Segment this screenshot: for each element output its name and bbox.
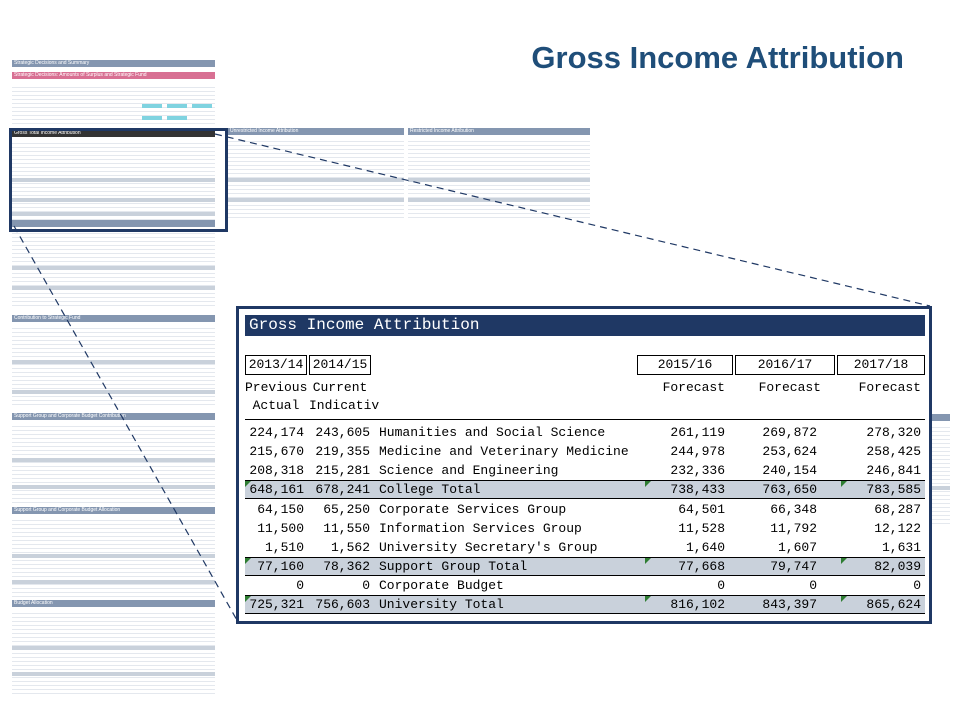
row-value: 261,119: [670, 425, 725, 440]
row-value: 224,174: [249, 425, 304, 440]
row-label: Information Services Group: [379, 521, 582, 536]
row-value: 77,160: [257, 559, 304, 574]
mini-section-3: Contribution to Strategic Fund: [12, 315, 215, 322]
row-value: 0: [362, 578, 370, 593]
slide-title: Gross Income Attribution: [531, 40, 904, 75]
table-row: [245, 557, 925, 576]
table-row: [245, 595, 925, 614]
comment-marker-icon: [245, 596, 251, 602]
row-label: Corporate Budget: [379, 578, 504, 593]
year-2017-18: 2017/18: [837, 355, 925, 375]
row-value: 253,624: [762, 444, 817, 459]
row-label: Humanities and Social Science: [379, 425, 606, 440]
row-value: 215,670: [249, 444, 304, 459]
row-label: University Total: [379, 597, 504, 612]
mini-unrestricted-title: Unrestricted Income Attribution: [228, 128, 404, 135]
row-label: Science and Engineering: [379, 463, 559, 478]
comment-marker-icon: [645, 481, 651, 487]
row-value: 725,321: [249, 597, 304, 612]
row-value: 783,585: [866, 482, 921, 497]
row-value: 77,668: [678, 559, 725, 574]
row-value: 278,320: [866, 425, 921, 440]
row-value: 763,650: [762, 482, 817, 497]
row-label: Corporate Services Group: [379, 502, 567, 517]
row-value: 258,425: [866, 444, 921, 459]
zoom-panel: [236, 306, 932, 624]
table-row: [245, 480, 925, 499]
mini-college-title: Gross Total Income Attribution: [12, 130, 215, 137]
comment-marker-icon: [245, 481, 251, 487]
row-value: 215,281: [315, 463, 370, 478]
mini-restricted-title: Restricted Income Attribution: [408, 128, 590, 135]
row-value: 1,510: [264, 540, 304, 555]
row-value: 243,605: [315, 425, 370, 440]
year-2013-14: 2013/14: [245, 355, 307, 375]
row-value: 0: [913, 578, 921, 593]
row-value: 0: [296, 578, 304, 593]
year-2016-17: 2016/17: [735, 355, 835, 375]
mini-sheet-subtitle: Strategic Decisions: Amounts of Surplus and Strategic Fund: [12, 72, 215, 79]
subheader-indicative: Indicativ: [309, 398, 380, 413]
row-value: 65,250: [323, 502, 370, 517]
subheader-current: Current: [312, 380, 368, 395]
row-value: 269,872: [762, 425, 817, 440]
mini-section-6: Budget Allocation: [12, 600, 215, 607]
row-value: 0: [717, 578, 725, 593]
row-value: 1,631: [881, 540, 921, 555]
mini-section-5: Support Group and Corporate Budget Allocation: [12, 507, 215, 514]
row-value: 11,528: [678, 521, 725, 536]
row-value: 79,747: [770, 559, 817, 574]
row-value: 1,607: [777, 540, 817, 555]
row-value: 1,562: [330, 540, 370, 555]
row-value: 244,978: [670, 444, 725, 459]
row-label: University Secretary's Group: [379, 540, 598, 555]
table-row: [245, 500, 925, 519]
row-value: 246,841: [866, 463, 921, 478]
row-value: 64,501: [678, 502, 725, 517]
header-separator: [245, 419, 925, 420]
row-value: 64,150: [257, 502, 304, 517]
mini-section-4: Support Group and Corporate Budget Contribution: [12, 413, 215, 420]
comment-marker-icon: [841, 558, 847, 564]
row-value: 11,500: [257, 521, 304, 536]
comment-marker-icon: [645, 558, 651, 564]
subheader-forecast-1: Forecast: [662, 380, 725, 395]
row-value: 738,433: [670, 482, 725, 497]
row-value: 648,161: [249, 482, 304, 497]
row-value: 11,550: [323, 521, 370, 536]
subheader-previous: Previous: [245, 380, 308, 395]
comment-marker-icon: [245, 558, 251, 564]
row-value: 82,039: [874, 559, 921, 574]
table-row: [245, 423, 925, 442]
year-2014-15: 2014/15: [309, 355, 371, 375]
table-title: Gross Income Attribution: [245, 315, 925, 336]
comment-marker-icon: [645, 596, 651, 602]
mini-sheet-title: Strategic Decisions and Summary: [12, 60, 215, 67]
row-label: Support Group Total: [379, 559, 528, 574]
row-value: 12,122: [874, 521, 921, 536]
row-value: 843,397: [762, 597, 817, 612]
subheader-actual: Actual: [252, 398, 300, 413]
table-row: [245, 519, 925, 538]
row-value: 232,336: [670, 463, 725, 478]
table-row: [245, 538, 925, 557]
row-value: 68,287: [874, 502, 921, 517]
row-value: 78,362: [323, 559, 370, 574]
row-value: 66,348: [770, 502, 817, 517]
table-row: [245, 442, 925, 461]
subheader-forecast-3: Forecast: [858, 380, 921, 395]
comment-marker-icon: [841, 596, 847, 602]
row-value: 0: [809, 578, 817, 593]
row-value: 219,355: [315, 444, 370, 459]
row-value: 756,603: [315, 597, 370, 612]
comment-marker-icon: [841, 481, 847, 487]
row-value: 865,624: [866, 597, 921, 612]
table-row: [245, 461, 925, 480]
year-2015-16: 2015/16: [637, 355, 733, 375]
row-value: 11,792: [770, 521, 817, 536]
row-value: 678,241: [315, 482, 370, 497]
row-value: 816,102: [670, 597, 725, 612]
row-value: 208,318: [249, 463, 304, 478]
table-row: [245, 576, 925, 595]
row-label: College Total: [379, 482, 481, 497]
row-label: Medicine and Veterinary Medicine: [379, 444, 629, 459]
row-value: 240,154: [762, 463, 817, 478]
row-value: 1,640: [685, 540, 725, 555]
subheader-forecast-2: Forecast: [758, 380, 821, 395]
